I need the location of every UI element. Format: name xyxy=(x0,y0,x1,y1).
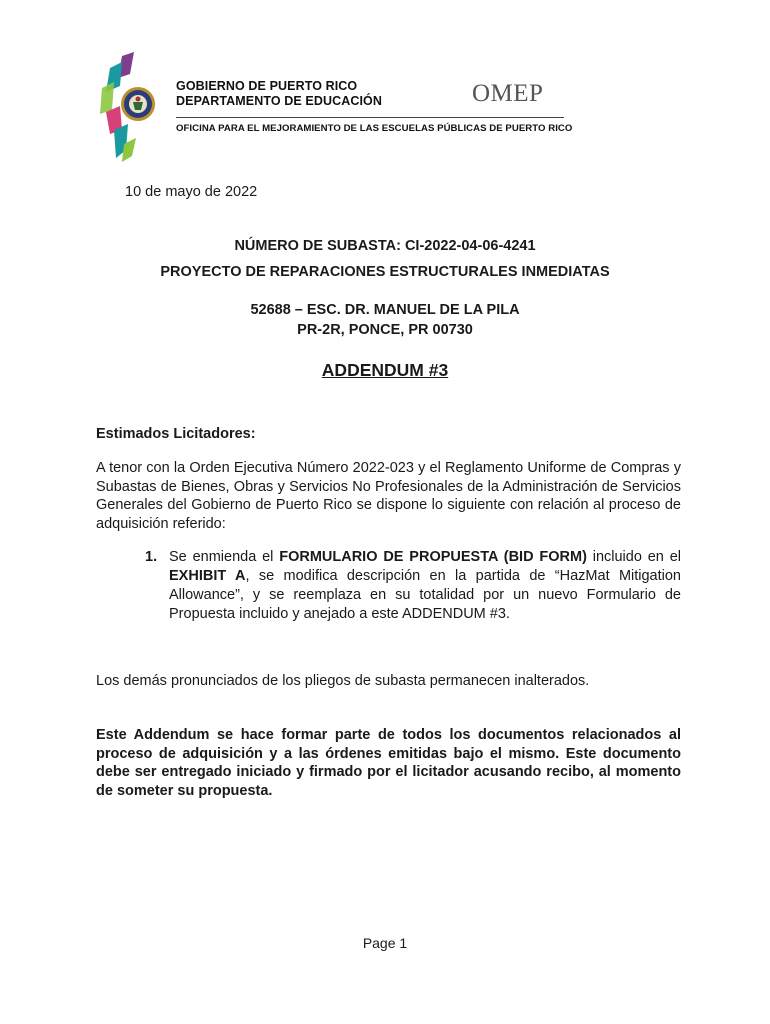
auction-number: NÚMERO DE SUBASTA: CI-2022-04-06-4241 xyxy=(234,238,536,254)
school-address: PR-2R, PONCE, PR 00730 xyxy=(297,322,473,338)
intro-paragraph: A tenor con la Orden Ejecutiva Número 2022-023 y el Reglamento Uniforme de Compras y Subastas de Bienes, Obras y Servicios No Profesionales de la Administración de Servicios Generales del Gobierno de Puerto Rico se dispone lo siguiente con relación al proceso de adquisición referido: xyxy=(96,460,681,532)
department-name: DEPARTAMENTO DE EDUCACIÓN xyxy=(176,94,382,108)
greeting: Estimados Licitadores: xyxy=(96,426,256,442)
page-number: Page 1 xyxy=(362,935,408,951)
school-name: 52688 – ESC. DR. MANUEL DE LA PILA xyxy=(250,302,520,318)
omep-logo-text: OMEP xyxy=(472,80,544,107)
government-name: GOBIERNO DE PUERTO RICO xyxy=(176,79,358,93)
list-item xyxy=(145,548,681,624)
office-name: OFICINA PARA EL MEJORAMIENTO DE LAS ESCUELAS PÚBLICAS DE PUERTO RICO xyxy=(176,123,573,134)
letterhead-divider xyxy=(176,117,564,118)
seal-logo-icon xyxy=(100,52,170,162)
project-title: PROYECTO DE REPARACIONES ESTRUCTURALES INMEDIATAS xyxy=(160,264,610,280)
list-item-text: Se enmienda el FORMULARIO DE PROPUESTA (BID FORM) incluido en el EXHIBIT A, se modifica descripción en la partida de “HazMat Mitigation Allowance”, y se reemplaza en su totalidad por un nuevo Formulario de Propuesta incluido y anejado a este ADDENDUM #3. xyxy=(169,549,681,622)
list-item-number: 1. xyxy=(145,549,158,565)
closing-paragraph: Los demás pronunciados de los pliegos de subasta permanecen inalterados. xyxy=(96,673,590,689)
addendum-title: ADDENDUM #3 xyxy=(321,360,449,380)
document-date: 10 de mayo de 2022 xyxy=(125,184,258,200)
acknowledgement-paragraph: Este Addendum se hace formar parte de todos los documentos relacionados al proceso de adquisición y a las órdenes emitidas bajo el mismo. Este documento debe ser entregado iniciado y firmado por el licitador acusando recibo, al momento de someter su propuesta. xyxy=(96,727,681,799)
